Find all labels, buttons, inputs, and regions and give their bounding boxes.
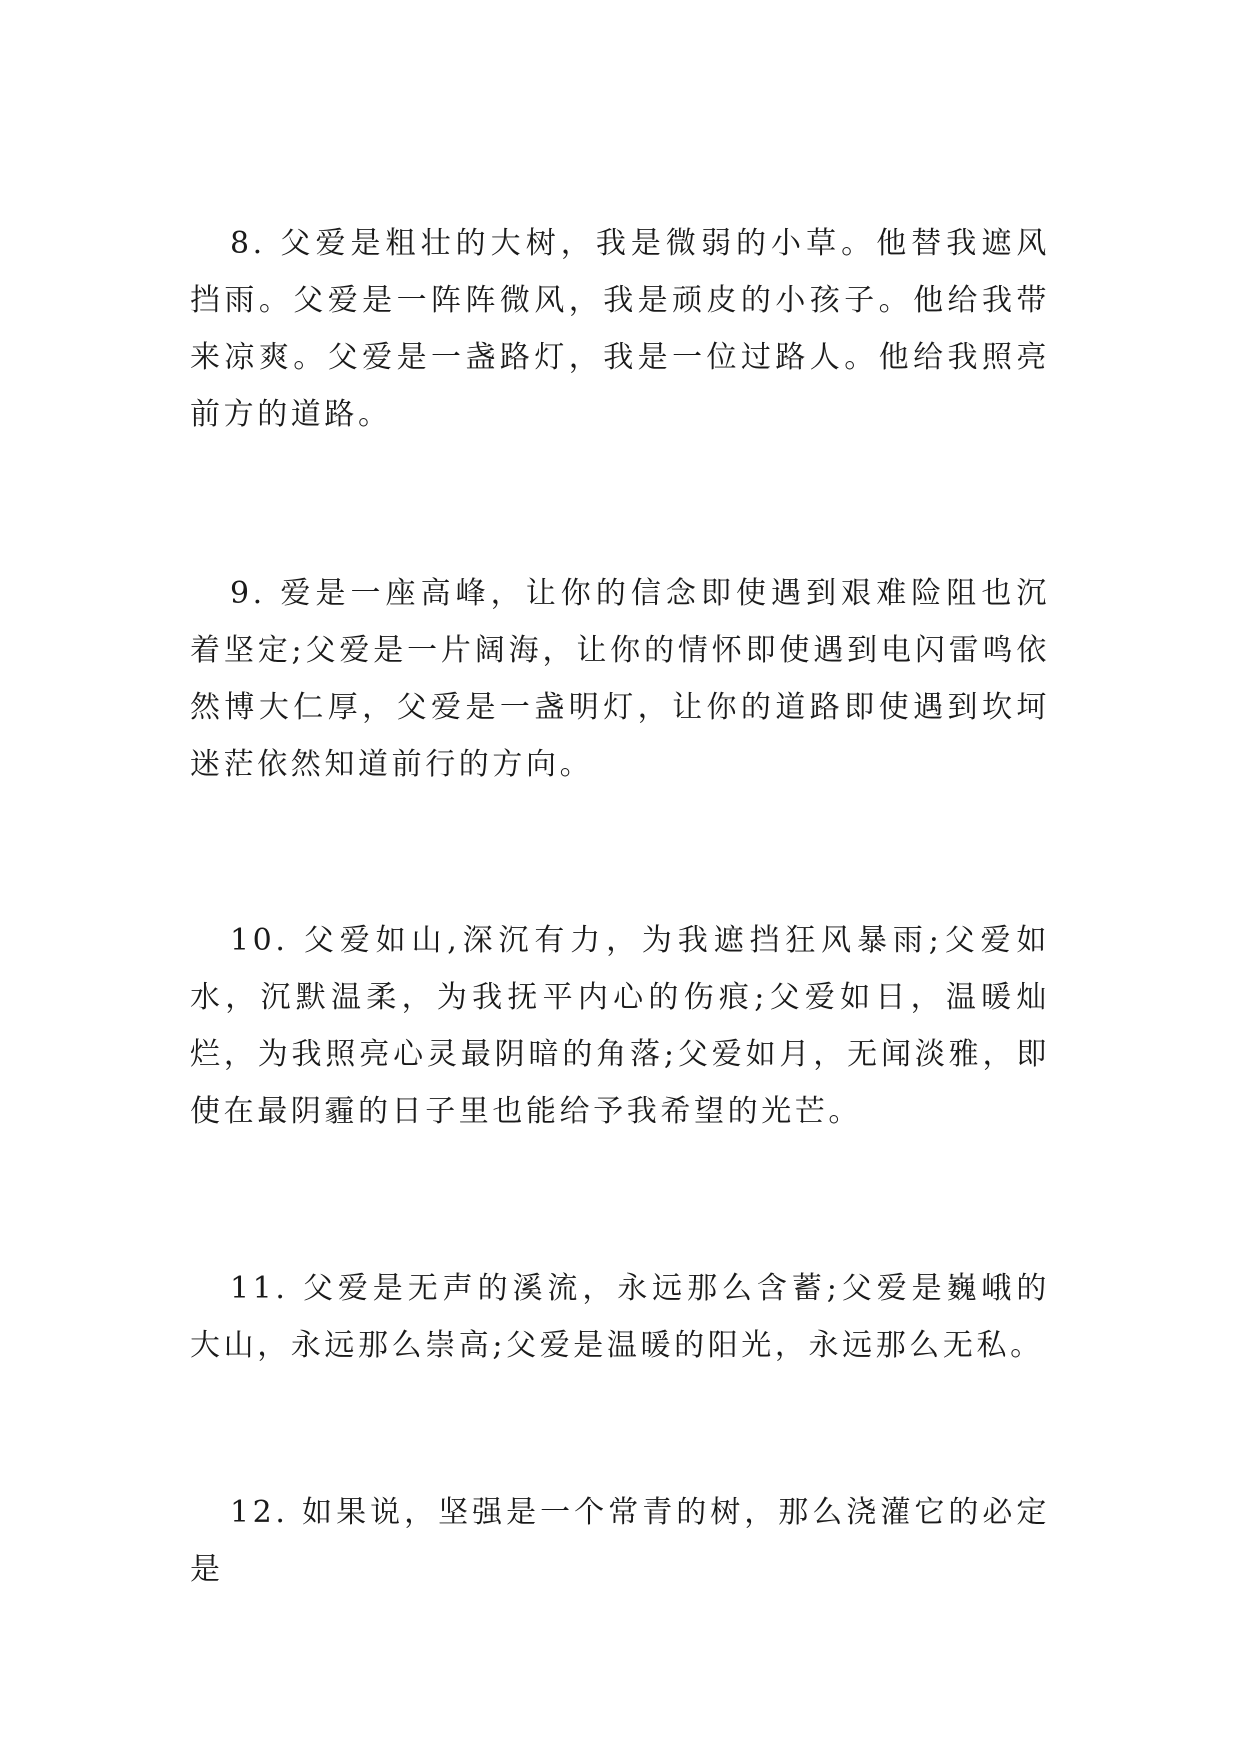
paragraph-10: 10. 父爱如山,深沉有力，为我遮挡狂风暴雨;父爱如水，沉默温柔，为我抚平内心的伤痕;父爱如日，温暖灿烂，为我照亮心灵最阴暗的角落;父爱如月，无闻淡雅，即使在最阴霾的日子里也能给予我希望的光芒。 <box>190 923 1050 1129</box>
paragraph-8: 8. 父爱是粗壮的大树，我是微弱的小草。他替我遮风挡雨。父爱是一阵阵微风，我是顽皮的小孩子。他给我带来凉爽。父爱是一盏路灯，我是一位过路人。他给我照亮前方的道路。 <box>190 226 1050 432</box>
paragraph-9: 9. 爱是一座高峰，让你的信念即使遇到艰难险阻也沉着坚定;父爱是一片阔海，让你的情怀即使遇到电闪雷鸣依然博大仁厚，父爱是一盏明灯，让你的道路即使遇到坎坷迷茫依然知道前行的方向。 <box>190 576 1050 782</box>
paragraph-12: 12. 如果说，坚强是一个常青的树，那么浇灌它的必定是 <box>190 1495 1050 1587</box>
paragraph-11: 11. 父爱是无声的溪流，永远那么含蓄;父爱是巍峨的大山，永远那么崇高;父爱是温暖的阳光，永远那么无私。 <box>190 1271 1050 1363</box>
